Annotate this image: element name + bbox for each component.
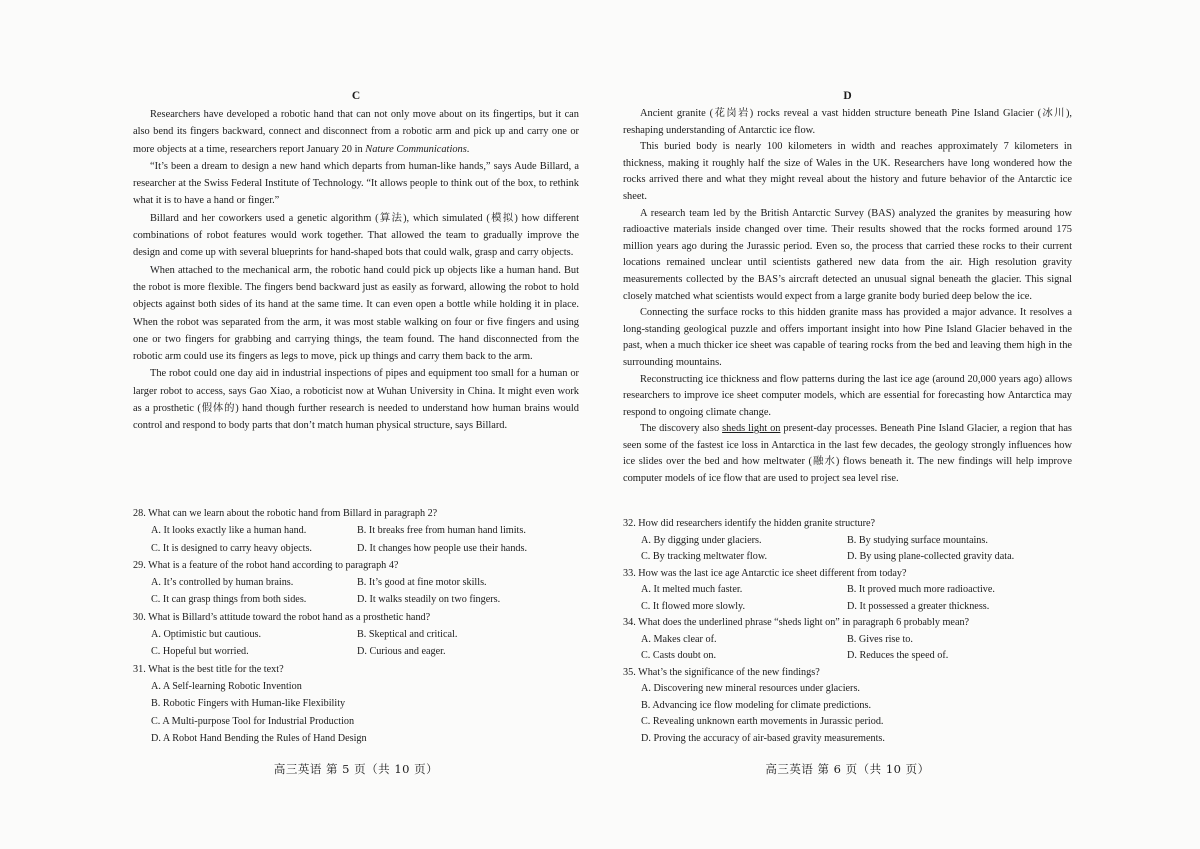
passage-d (623, 106, 1072, 488)
option-c: C. Revealing unknown earth movements in Jurassic period. (641, 716, 884, 727)
paragraph-end: . (466, 143, 470, 155)
option-a: A. Makes clear of. (641, 633, 717, 645)
question-31 (133, 661, 579, 747)
question-32 (623, 516, 1072, 566)
question-stem: 28. What can we learn about the robotic hand from Billard in paragraph 2? (133, 508, 438, 519)
option-group (623, 681, 1072, 747)
passage-paragraph: The robot could one day aid in industrial inspections of pipes and equipment too small for a human or larger robot to access, says Gao Xiao, a roboticist now at Wuhan University in China. It might even work as a prosthetic (假体的) hand though further research is needed to understand how human brains would control and respond to body parts that don’t match human physical structure, says Billard. (133, 368, 579, 432)
option-a: A. Optimistic but cautious. (151, 629, 262, 641)
passage-paragraph (623, 421, 1072, 487)
option-group (133, 574, 579, 609)
page-footer: 高三英语 第 6 页（共 10 页） (765, 762, 930, 776)
option-c: C. Hopeful but worried. (151, 646, 249, 658)
left-page (133, 0, 579, 849)
option-a: A. By digging under glaciers. (641, 534, 762, 546)
option-b: B. Gives rise to. (847, 633, 913, 645)
question-stem: 31. What is the best title for the text? (133, 663, 284, 675)
paragraph-text: Researchers have developed a robotic hand that can not only move about on its fingertips, but it can also bend its fingers backward, connect and disconnect from a robotic arm and pick up and carry one or more objects at a time, researchers report January 20 in (133, 109, 579, 155)
question-stem: 33. How was the last ice age Antarctic ice sheet different from today? (623, 567, 907, 579)
option-c: C. Casts doubt on. (641, 650, 716, 661)
passage-c (133, 106, 579, 435)
option-group (623, 632, 1072, 665)
question-stem: 35. What’s the significance of the new findings? (623, 666, 820, 678)
option-a: A. Discovering new mineral resources under glaciers. (641, 683, 860, 694)
option-c: C. A Multi-purpose Tool for Industrial Production (151, 715, 355, 727)
option-a: A. It’s controlled by human brains. (151, 577, 294, 589)
question-block-c (133, 505, 579, 747)
option-c: C. It can grasp things from both sides. (151, 594, 307, 606)
option-d: D. It walks steadily on two fingers. (357, 594, 501, 606)
journal-name: Nature Communications (365, 143, 467, 155)
question-35 (623, 665, 1072, 748)
question-33 (623, 566, 1072, 616)
option-b: B. By studying surface mountains. (847, 534, 988, 546)
option-b: B. It’s good at fine motor skills. (357, 577, 487, 589)
option-b: B. Skeptical and critical. (357, 629, 458, 641)
passage-paragraph: Reconstructing ice thickness and flow patterns during the last ice age (around 20,000 years ago) allows researchers to improve ice sheet computer models, which are essential for forecasting how Antarctica may respond to ongoing climate change. (623, 373, 1072, 418)
option-a: A. It looks exactly like a human hand. (151, 525, 307, 537)
option-b: B. Robotic Fingers with Human-like Flexibility (151, 698, 346, 710)
passage-paragraph: Billard and her coworkers used a genetic algorithm (算法), which simulated (模拟) how different combinations of robot features would work together. That allowed the team to gradually improve the design and come up with several blueprints for hand-shaped bots that could walk, grasp and carry objects. (133, 212, 579, 259)
option-d: D. By using plane-collected gravity data. (847, 551, 1015, 562)
section-title-d: D (843, 90, 852, 102)
question-29 (133, 557, 579, 609)
question-30 (133, 609, 579, 661)
question-stem: 34. What does the underlined phrase “sheds light on” in paragraph 6 probably mean? (623, 617, 970, 628)
underlined-phrase: sheds light on (722, 423, 781, 435)
option-group (133, 626, 579, 661)
option-c: C. It is designed to carry heavy objects. (151, 542, 312, 554)
question-28 (133, 505, 579, 557)
option-d: D. A Robot Hand Bending the Rules of Hand Design (151, 732, 367, 744)
option-d: D. It possessed a greater thickness. (847, 600, 990, 612)
question-stem: 30. What is Billard’s attitude toward the robot hand as a prosthetic hand? (133, 611, 431, 623)
option-b: B. It proved much more radioactive. (847, 584, 995, 595)
passage-paragraph: A research team led by the British Antarctic Survey (BAS) analyzed the granites by measuring how radioactive materials inside changed over time. Their results showed that the rocks formed around 175 million years ago during the Jurassic period. Even so, the process that carried these rocks to their current locations remained unclear until scientists gathered new data from the air. High resolution gravity measurements collected by the BAS’s aircraft detected an unusual signal beneath the glacier. This signal closely matched what scientists would expect from a large granite body buried deep below the ice. (623, 207, 1072, 302)
passage-paragraph: Connecting the surface rocks to this hidden granite mass has provided a major advance. It resolves a long-standing geological puzzle and offers important insight into how Pine Island Glacier behaved in the past, when a much thicker ice sheet was capable of tearing rocks from the bed and leaving them high in the surrounding mountains. (623, 307, 1072, 368)
option-group (623, 533, 1072, 566)
paragraph-text: The discovery also (640, 423, 723, 435)
option-group (133, 678, 579, 747)
option-group (623, 582, 1072, 615)
option-c: C. It flowed more slowly. (641, 600, 746, 612)
page-footer: 高三英语 第 5 页（共 10 页） (273, 762, 439, 776)
passage-paragraph: “It’s been a dream to design a new hand which departs from human-like hands,” says Aude Billard, a researcher at the Swiss Federal Institute of Technology. “It allows people to think out of the box, to rethink what it is to have a hand or finger.” (133, 160, 579, 207)
option-a: A. A Self-learning Robotic Invention (151, 680, 302, 692)
passage-paragraph: This buried body is nearly 100 kilometers in width and reaches approximately 7 kilometers in thickness, making it roughly half the size of Wales in the UK. Researchers have long wondered how the rocks arrived there and what they might reveal about the history and future behavior of the Antarctic ice sheet. (623, 141, 1072, 202)
question-34 (623, 615, 1072, 665)
option-group (133, 522, 579, 557)
option-b: B. Advancing ice flow modeling for climate predictions. (641, 699, 872, 711)
passage-paragraph (133, 106, 579, 158)
paragraph-text: present-day processes. Beneath Pine Island Glacier, a region that has seen some of the fastest ice loss in Antarctica in the last few decades, the geology strongly influences how ice slides over the bed and how meltwater (融水) flows beneath it. The new findings will help improve computer models of ice flow that are used to project sea level rise. (623, 423, 1072, 485)
option-b: B. It breaks free from human hand limits. (357, 525, 526, 537)
question-block-d (623, 516, 1072, 747)
option-a: A. It melted much faster. (641, 584, 743, 595)
option-d: D. Proving the accuracy of air-based gravity measurements. (641, 732, 885, 744)
question-stem: 32. How did researchers identify the hidden granite structure? (623, 518, 876, 529)
passage-paragraph: When attached to the mechanical arm, the robotic hand could pick up objects like a human hand. But the robot is more flexible. The fingers bend backward just as easily as forward, allowing the robot to hold objects against both sides of its hand at the same time. It can even open a bottle while holding it in place. When the robot was separated from the arm, it was most stable walking on four or five fingers and using one or two fingers for grabbing and carrying things, the team found. The hand disconnected from the robotic arm could use its fingers as legs to move, pick up things and carry them back to the arm. (133, 264, 579, 363)
passage-paragraph: Ancient granite (花岗岩) rocks reveal a vast hidden structure beneath Pine Island Glacier (冰川), reshaping understanding of Antarctic ice flow. (623, 108, 1072, 136)
option-d: D. It changes how people use their hands. (357, 542, 528, 554)
question-stem: 29. What is a feature of the robot hand according to paragraph 4? (133, 559, 399, 571)
right-page (623, 0, 1072, 849)
option-d: D. Curious and eager. (357, 646, 446, 658)
section-title-c: C (351, 90, 361, 102)
option-c: C. By tracking meltwater flow. (641, 551, 768, 562)
option-d: D. Reduces the speed of. (847, 650, 949, 661)
